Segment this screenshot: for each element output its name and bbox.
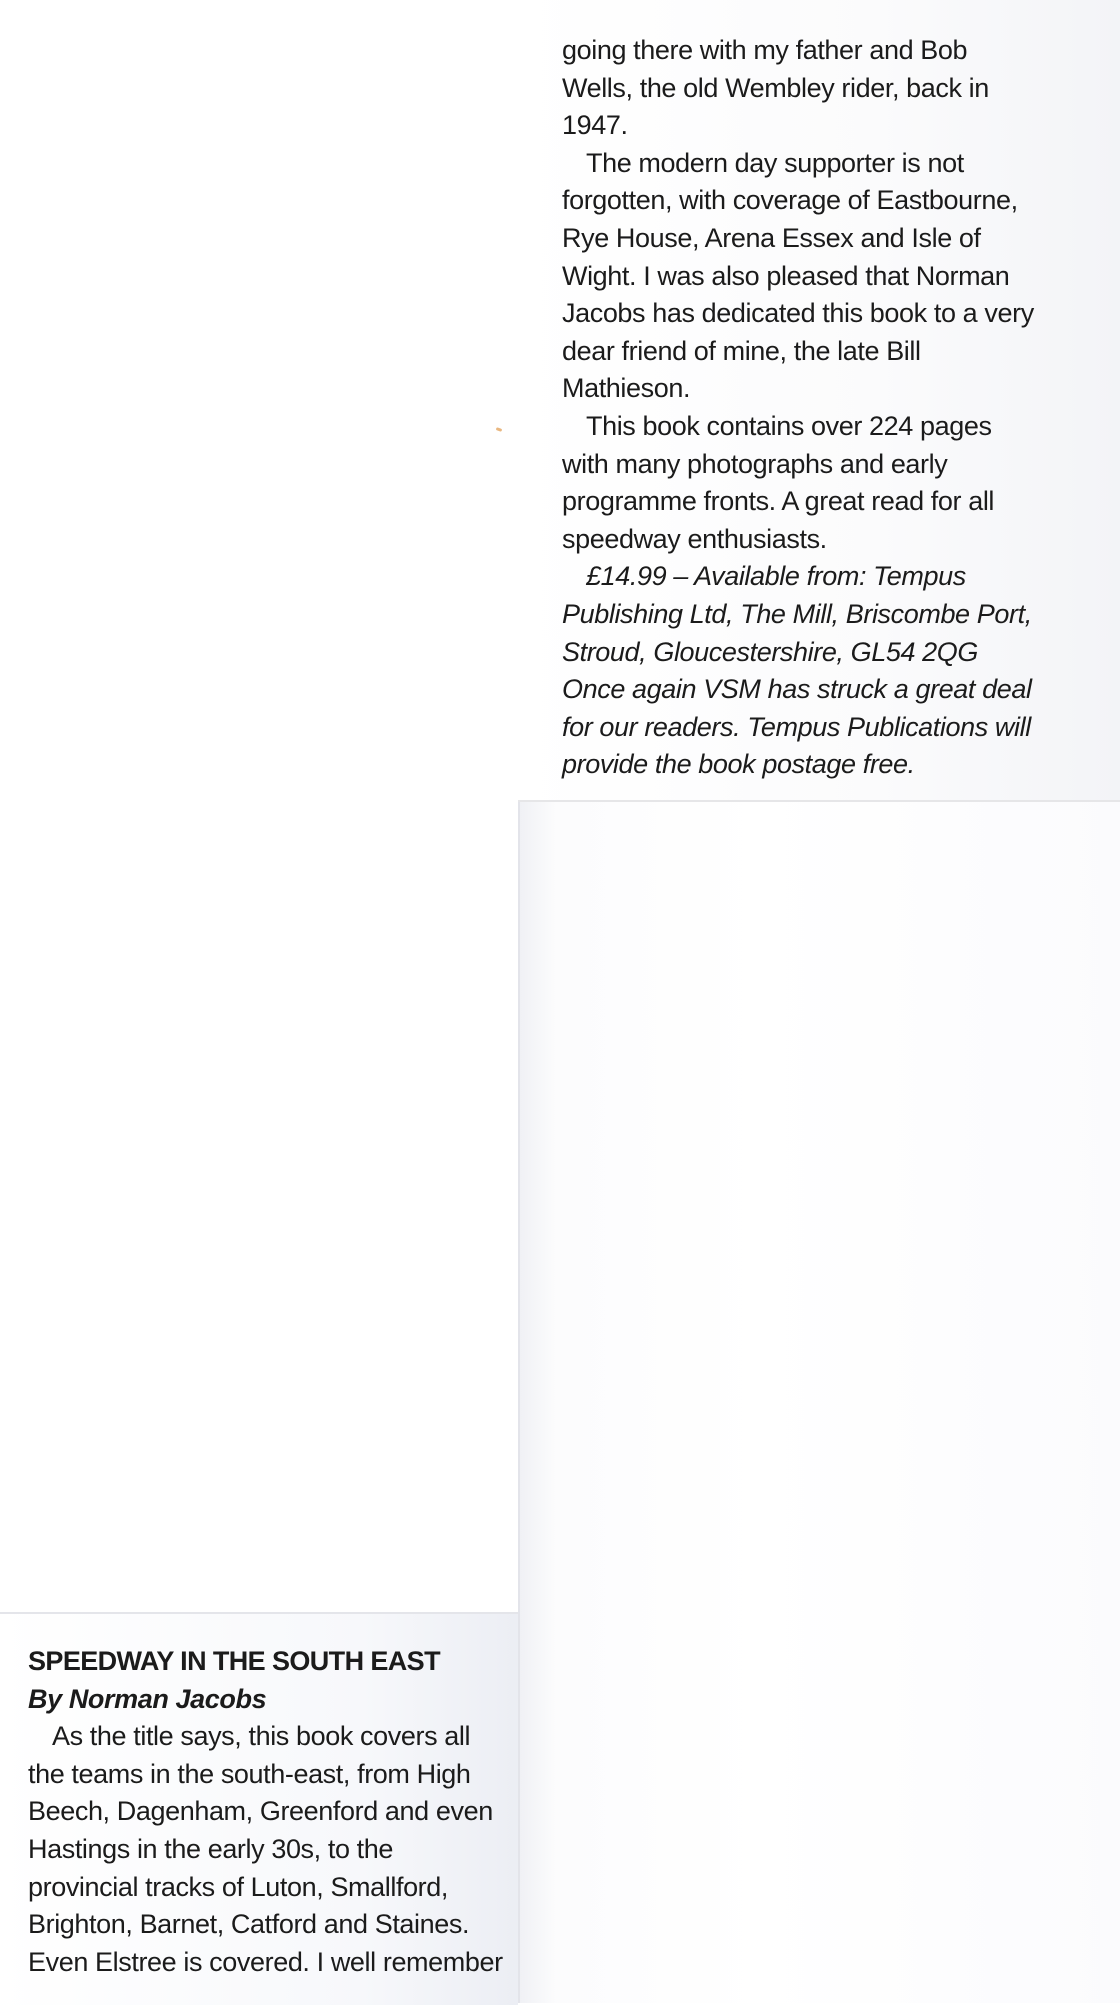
text-line: As the title says, this book covers all [52, 1721, 471, 1752]
scan-speck [496, 427, 503, 432]
text-line: This book contains over 224 pages [586, 410, 992, 441]
availability-paragraph [562, 558, 1082, 784]
text-line: Once again VSM has struck a great deal [562, 674, 1032, 705]
text-line: 1947. [562, 110, 628, 141]
text-line: Wells, the old Wembley rider, back in [562, 72, 989, 103]
book-contents-paragraph [562, 408, 1082, 558]
review-start-column [28, 1643, 506, 1981]
review-continuation-column [562, 32, 1082, 784]
text-line: programme fronts. A great read for all [562, 486, 995, 517]
text-line: forgotten, with coverage of Eastbourne, [562, 185, 1018, 216]
text-line: Even Elstree is covered. I well remember [28, 1946, 503, 1977]
continuation-paragraph [562, 32, 1082, 145]
text-line: provincial tracks of Luton, Smallford, [28, 1871, 448, 1902]
text-line: the teams in the south-east, from High [28, 1758, 471, 1789]
text-line: Publishing Ltd, The Mill, Briscombe Port, [562, 598, 1032, 629]
text-line: Brighton, Barnet, Catford and Staines. [28, 1909, 470, 1940]
text-line: going there with my father and Bob [562, 35, 968, 65]
book-title: SPEEDWAY IN THE SOUTH EAST [28, 1646, 440, 1676]
text-line: Mathieson. [562, 373, 691, 404]
scan-blank-page [518, 802, 1120, 2003]
text-line: £14.99 – Available from: Tempus [586, 561, 966, 592]
text-line: The modern day supporter is not [586, 147, 964, 178]
text-line: Jacobs has dedicated this book to a very [562, 298, 1034, 329]
text-line: provide the book postage free. [562, 749, 915, 780]
text-line: Beech, Dagenham, Greenford and even [28, 1796, 493, 1827]
text-line: Rye House, Arena Essex and Isle of [562, 222, 981, 253]
book-author-byline: By Norman Jacobs [28, 1683, 267, 1714]
text-line: Stroud, Gloucestershire, GL54 2QG [562, 636, 979, 667]
text-line: speedway enthusiasts. [562, 523, 827, 554]
text-line: for our readers. Tempus Publications will [562, 711, 1031, 742]
text-line: Hastings in the early 30s, to the [28, 1833, 394, 1864]
modern-supporter-paragraph [562, 145, 1082, 408]
text-line: with many photographs and early [562, 448, 948, 479]
review-intro-paragraph [28, 1718, 506, 1981]
text-line: dear friend of mine, the late Bill [562, 335, 921, 366]
text-line: Wight. I was also pleased that Norman [562, 260, 1010, 291]
